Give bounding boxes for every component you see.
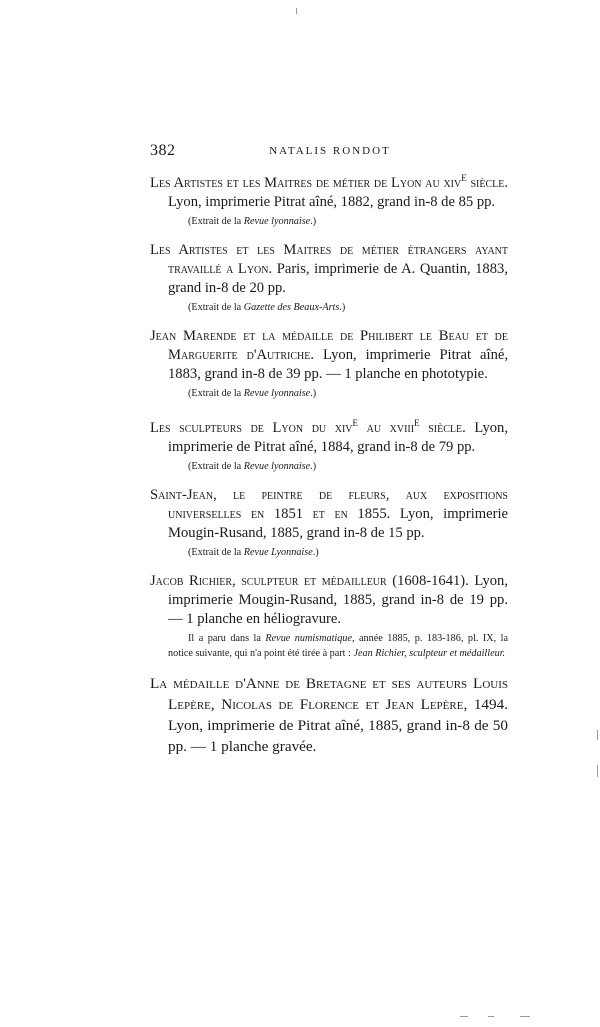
entry-title: Jacob Richier, sculpteur et médailleur (1608-1641). bbox=[150, 572, 469, 589]
bibliography-entry bbox=[150, 241, 508, 315]
entry-note bbox=[150, 300, 508, 315]
note-prefix: (Extrait de la bbox=[188, 387, 244, 399]
entry-text bbox=[150, 327, 508, 384]
entry-title: Saint-Jean, le peintre de fleurs, aux expositions universelles en 1851 et en 1855. bbox=[150, 486, 508, 522]
entry-title-superscript-2: e bbox=[414, 414, 420, 429]
bibliography-entry bbox=[150, 673, 508, 757]
entry-publication: Lyon, imprimerie Mougin-Rusand, 1885, grand in-8 de 19 pp. — 1 planche en héliogravure. bbox=[168, 572, 508, 627]
entry-note bbox=[150, 631, 508, 661]
entry-note bbox=[150, 545, 508, 560]
note-suffix: .) bbox=[310, 460, 317, 472]
scan-speck bbox=[296, 8, 297, 14]
note-cited-title: Jean Richier, sculpteur et médailleur. bbox=[353, 647, 506, 659]
entry-title: Les sculpteurs de Lyon du xiv bbox=[150, 419, 353, 436]
note-text-2: , année 1885, p. 183-186, pl. IX, la notice suivante, qui n'a point été tirée à part : bbox=[168, 632, 509, 659]
entry-title-superscript: e bbox=[461, 170, 467, 184]
entry-text bbox=[150, 486, 508, 543]
note-source: Revue Lyonnaise bbox=[243, 546, 313, 558]
entry-publication: Lyon, imprimerie Mougin-Rusand, 1885, grand in-8 de 15 pp. bbox=[168, 505, 508, 541]
scan-speck bbox=[597, 765, 598, 777]
note-prefix: (Extrait de la bbox=[188, 460, 244, 472]
entry-publication: Lyon, imprimerie Pitrat aîné, 1883, grand in-8 de 39 pp. — 1 planche en phototypie. bbox=[168, 346, 509, 382]
entry-text bbox=[150, 168, 508, 212]
note-prefix: (Extrait de la bbox=[188, 546, 244, 558]
entry-title-superscript: e bbox=[352, 414, 359, 429]
note-suffix: .) bbox=[310, 387, 317, 399]
entry-text bbox=[150, 572, 508, 629]
entry-title-end: siècle. bbox=[466, 174, 508, 191]
entry-note bbox=[150, 386, 508, 401]
scan-speck bbox=[520, 1016, 530, 1017]
bibliography-entry bbox=[150, 327, 508, 401]
running-title: NATALIS RONDOT bbox=[269, 145, 391, 157]
bibliography-entry bbox=[150, 168, 508, 229]
entry-title-mid: au xviii bbox=[358, 419, 415, 436]
entry-title: Jean Marende et la médaille de Philibert le Beau et de Marguerite d'Autriche. bbox=[150, 327, 508, 363]
note-source: Revue lyonnaise bbox=[243, 215, 311, 227]
entry-publication: Lyon, imprimerie de Pitrat aîné, 1885, grand in-8 de 50 pp. — 1 planche gravée. bbox=[168, 716, 508, 755]
note-prefix: (Extrait de la bbox=[188, 301, 244, 313]
note-prefix: (Extrait de la bbox=[188, 215, 244, 227]
bibliography-list bbox=[150, 168, 508, 769]
bibliography-entry bbox=[150, 572, 508, 661]
entry-text bbox=[150, 413, 508, 457]
entry-title-end: siècle. bbox=[419, 419, 466, 436]
entry-text bbox=[150, 673, 508, 757]
note-source: Revue numismatique bbox=[265, 632, 352, 644]
note-suffix: .) bbox=[310, 215, 317, 227]
scan-speck bbox=[488, 1016, 494, 1017]
page-number: 382 bbox=[150, 142, 176, 159]
entry-publication: Lyon, imprimerie de Pitrat aîné, 1884, grand in-8 de 79 pp. bbox=[168, 419, 508, 455]
scan-speck bbox=[460, 1016, 468, 1017]
bibliography-entry bbox=[150, 486, 508, 560]
note-source: Revue lyonnaise bbox=[243, 387, 311, 399]
entry-note bbox=[150, 214, 508, 229]
entry-note bbox=[150, 459, 508, 474]
entry-publication: Paris, imprimerie de A. Quantin, 1883, grand in-8 de 20 pp. bbox=[168, 260, 508, 296]
entry-publication: Lyon, imprimerie Pitrat aîné, 1882, grand in-8 de 85 pp. bbox=[168, 193, 496, 210]
note-suffix: .) bbox=[339, 301, 346, 313]
note-text-1: Il a paru dans la bbox=[188, 632, 266, 644]
note-source: Revue lyonnaise bbox=[243, 460, 311, 472]
note-suffix: .) bbox=[312, 546, 319, 558]
entry-title: Les Artistes et les Maitres de métier de Lyon au xiv bbox=[150, 174, 462, 191]
entry-title: Les Artistes et les Maitres de métier étrangers ayant travaillé a Lyon. bbox=[150, 241, 508, 277]
page-header bbox=[150, 142, 510, 162]
bibliography-entry bbox=[150, 413, 508, 474]
entry-title: La médaille d'Anne de Bretagne et ses auteurs Louis Lepère, Nicolas de Florence et Jean Lepère, 1494. bbox=[150, 674, 508, 713]
entry-text bbox=[150, 241, 508, 298]
scan-speck bbox=[597, 730, 598, 740]
note-source: Gazette des Beaux-Arts bbox=[243, 301, 340, 313]
